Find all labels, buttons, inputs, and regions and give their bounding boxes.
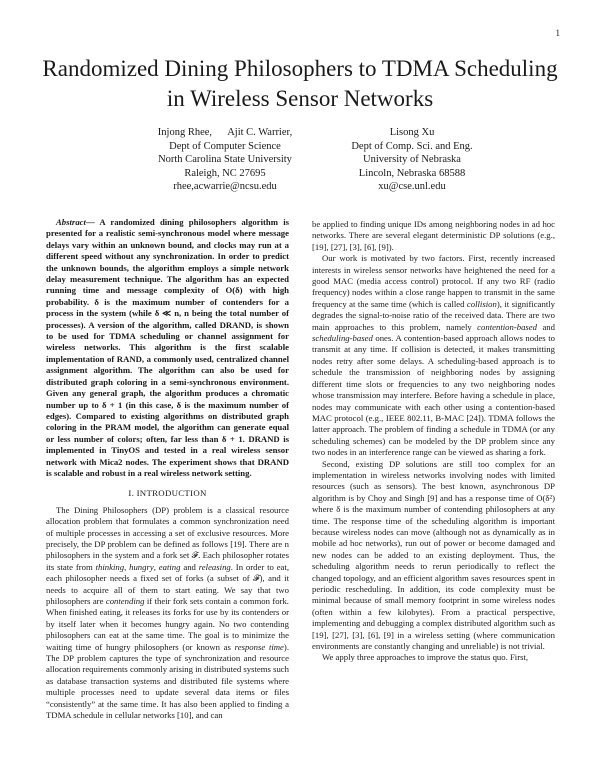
author-university: University of Nebraska [363,154,461,165]
author-block-unl [328,126,496,194]
body-paragraph-continued: be applied to finding unique IDs among neighboring nodes in ad hoc networks. There are several elegant deterministic DP solutions (e.g., [19], [27], [3], [6], [9]). [312,219,555,252]
author-names: Lisong Xu [389,127,435,138]
body-emphasis: contention-based [477,321,537,332]
intro-emphasis: hungry [129,561,154,572]
page-number: 1 [555,28,560,38]
body-text: Our work is motivated by two factors. First, recently increased interests in wireless sensor networks have heightened the need for a good MAC (media access control) protocol. If any two RF (radio frequency) nodes within a close range happen to transmit in the same frequency at the same time (which is called [312,253,555,309]
intro-paragraph [46,505,289,722]
body-paragraph-motivation [312,253,555,458]
intro-emphasis: contending [105,596,145,606]
intro-emphasis: thinking [95,561,125,572]
intro-text: and [180,561,199,572]
intro-emphasis: response time [234,641,284,652]
abstract [46,217,289,479]
body-text: and [537,321,555,332]
author-email: xu@cse.unl.edu [378,181,446,192]
body-emphasis: collision [466,298,497,309]
intro-text: ). The DP problem captures the type of synchronization and resource allocation requirements commonly arising in distributed systems such as database transaction systems and distributed file systems where multiple processes need to update several data items or files “consistently” at the same time. It has also been applied to finding a TDMA schedule in cellular networks [10], and can [46,641,289,721]
author-city: Lincoln, Nebraska 68588 [358,167,466,179]
author-block-ncsu [130,126,320,194]
author-email: rhee,acwarrie@ncsu.edu [173,181,277,192]
author-city: Raleigh, NC 27695 [184,167,266,179]
author-department: Dept of Computer Science [169,140,281,152]
body-emphasis: scheduling-based [312,333,373,344]
author-department: Dept of Comp. Sci. and Eng. [351,140,473,152]
author-names: Injong Rhee, Ajit C. Warrier, [157,127,293,138]
abstract-label: Abstract [56,217,86,227]
left-column [46,217,289,721]
intro-emphasis: releasing [198,561,231,572]
right-column [312,219,555,664]
body-text: ones. A contention-based approach allows nodes to transmit at any time. If collision is detected, it makes transmitting nodes retry after some delays. A scheduling-based approach is to schedule the transmission of neighboring nodes by assigning different time slots or frequencies to any two neighboring nodes whose transmission may interfere. Before having a schedule in place, nodes may communicate with each other using a contention-based MAC protocol (e.g., IEEE 802.11, B-MAC [24]). TDMA follows the latter approach. The problem of finding a schedule in TDMA (or any scheduling schemes) can be modeled by the DP problem since any two nodes in an interference range can be viewed as sharing a fork. [312,333,555,458]
intro-text: The Dining Philosophers (DP) problem is a classical resource allocation problem that formulates a common synchronization need of multiple processes in accessing a set of exclusive resources. More precisely, the DP problem can be defined as follows [19]. There are n philosophers in the system and a fork set 𝓕. Each philosopher rotates its state from [46,504,289,572]
intro-text: , [153,561,159,572]
intro-text: . In order to eat, each philosopher needs a fixed set of forks (a subset of 𝓕), and it needs to acquire all of them to start eating. We say that two philosophers are [46,561,289,606]
abstract-text: — A randomized dining philosophers algorithm is presented for a realistic semi-synchronous model where message delays vary within an unknown bound, and clocks may run at a different speed without any synchronization. In order to predict the unknown bounds, the algorithm employs a simple network delay measurement technique. The algorithm has an expected running time and message complexity of O(δ) with high probability. δ is the maximum number of contenders for a process in the system (while δ ≪ n, n being the total number of processes). A version of the algorithm, called DRAND, is shown to be used for TDMA scheduling or channel assignment for wireless networks. This algorithm is the first scalable implementation of RAND, a commonly used, centralized channel assignment algorithm. The algorithm can also be used for distributed graph coloring in a semi-synchronous environment. Given any general graph, the algorithm produces a chromatic number up to δ + 1 (in this case, δ is the maximum number of edges). Compared to existing algorithms on distributed graph coloring in the PRAM model, the algorithm can generate equal or less number of colors; often, far less than δ + 1. DRAND is implemented in TinyOS and tested in a real wireless sensor network with Mica2 nodes. The experiment shows that DRAND is scalable and robust in a real wireless network setting. [46,217,289,478]
intro-text: if their fork sets contain a common fork. When finished eating, it releases its forks for use by its contenders or by itself later when it becomes hungry again. No two contending philosophers can eat at the same time. The goal is to minimize the waiting time of hungry philosophers (or known as [46,596,289,652]
intro-text: , [124,561,130,572]
body-paragraph-approaches: We apply three approaches to improve the status quo. First, [322,652,529,663]
intro-emphasis: eating [158,561,181,572]
section-heading-introduction: I. INTRODUCTION [128,488,207,499]
author-university: North Carolina State University [158,154,292,165]
body-paragraph-complexity: Second, existing DP solutions are still too complex for an implementation in wireless networks involving nodes with limited resources (such as sensors). The best known, asynchronous DP algorithm is by Choy and Singh [9] and has a response time of O(δ²) where δ is the maximum number of contending philosophers at any time. The response time of the scheduling algorithm is important because wireless nodes can move (although not as dynamically as in mobile ad hoc networks), run out of power or become damaged and new nodes can be added to an existing deployment. Thus, the scheduling algorithm needs to rerun periodically to reflect the changed topology, and an efficient algorithm saves resources spent in periodic rescheduling. In addition, its code complexity must be minimal because of small memory footprint in some wireless nodes (often within a few kilobytes). From a practical perspective, implementing and debugging a complex distributed algorithm such as [19], [27], [3], [6], [9] in a wireless setting (where communication environments are constantly changing and unreliable) is not trivial. [312,458,555,652]
body-text: ), it significantly degrades the signal-to-noise ratio of the received data. There are two main approaches to this problem, namely [312,298,555,332]
paper-title: Randomized Dining Philosophers to TDMA Scheduling in Wireless Sensor Networks [42,56,558,111]
